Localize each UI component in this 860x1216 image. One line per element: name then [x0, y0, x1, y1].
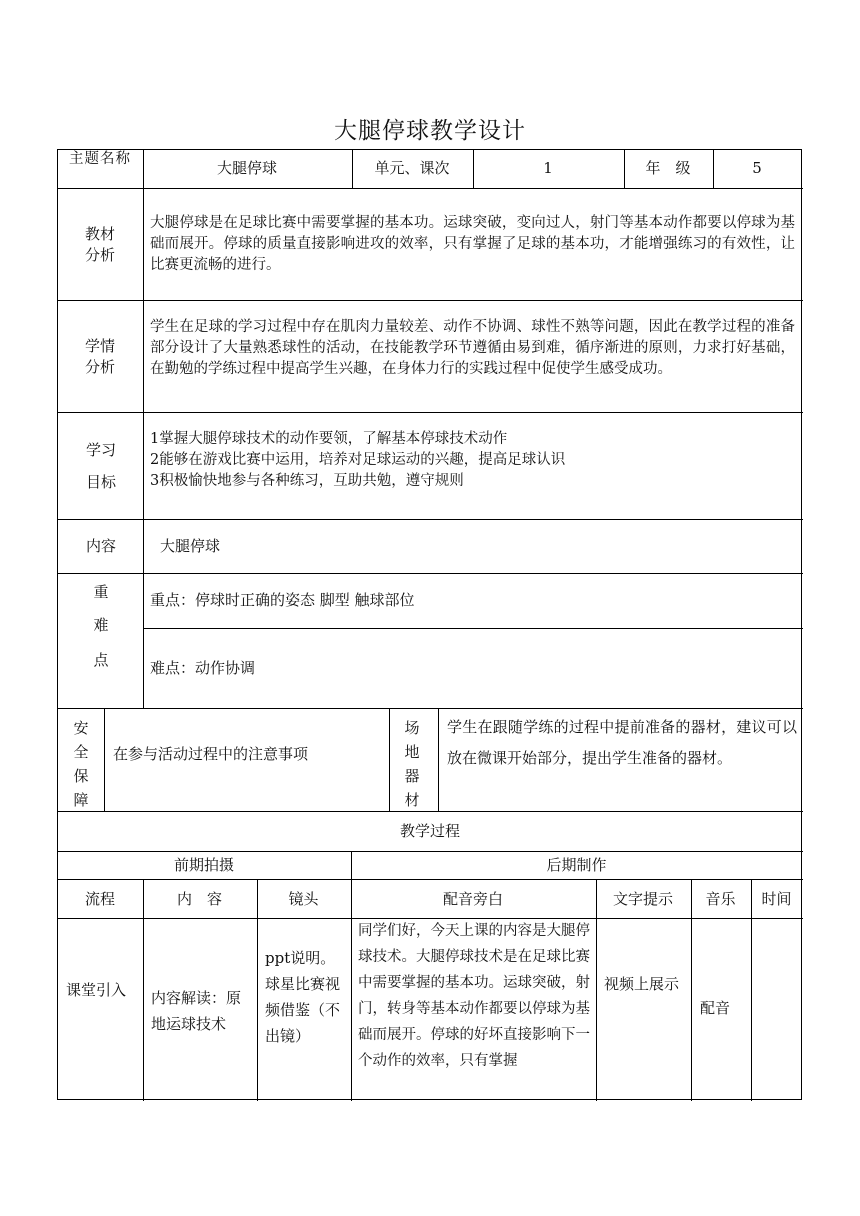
- content-value: 大腿停球: [160, 537, 221, 555]
- safety-value: 在参与活动过程中的注意事项: [113, 745, 309, 763]
- key-point-text: 重点：停球时正确的姿态 脚型 触球部位: [150, 591, 415, 609]
- content-label: 内容: [85, 537, 116, 555]
- col-divider: [438, 708, 439, 811]
- row-divider: [143, 628, 803, 629]
- venue-label-char: 材: [404, 791, 420, 809]
- column-header-content: 内 容: [176, 890, 222, 908]
- objective-item: 2能够在游戏比赛中运用，培养对足球运动的兴趣，提高足球认识: [150, 452, 566, 468]
- difficulty-text: 难点：动作协调: [150, 659, 256, 677]
- topic-value: 大腿停球: [216, 159, 277, 177]
- page-title: 大腿停球教学设计: [334, 118, 526, 144]
- objective-item: 3积极愉快地参与各种练习，互助共勉，遵守规则: [150, 473, 464, 489]
- objective-item: 1掌握大腿停球技术的动作要领，了解基本停球技术动作: [150, 431, 508, 447]
- key-points-label-char: 难: [93, 616, 109, 634]
- row-divider: [58, 300, 803, 301]
- column-header-shot: 镜头: [288, 890, 319, 908]
- safety-label-char: 障: [73, 791, 89, 809]
- col-divider: [596, 879, 597, 1101]
- column-header-flow: 流程: [84, 890, 115, 908]
- process-title: 教学过程: [399, 822, 460, 840]
- unit-label: 单元、课次: [374, 159, 450, 177]
- row-music: 配音: [700, 999, 731, 1017]
- pre-production-header: 前期拍摄: [173, 856, 234, 874]
- safety-label-char: 保: [73, 767, 89, 785]
- row-divider: [58, 519, 803, 520]
- student-analysis-text: 学生在足球的学习过程中存在肌肉力量较差、动作不协调、球性不熟等问题，因此在教学过程的准备部分设计了大量熟悉球性的活动，在技能教学环节遵循由易到难，循序渐进的原则，力求打好基础，在勤勉的学练过程中提高学生兴趣，在身体力行的实践过程中促使学生感受成功。: [150, 319, 795, 377]
- column-header-caption: 文字提示: [612, 890, 673, 908]
- key-points-label-char: 点: [93, 651, 109, 669]
- col-divider: [104, 708, 105, 811]
- grade-label: 年 级: [645, 159, 691, 177]
- safety-label-char: 全: [73, 743, 89, 761]
- material-analysis-text: 大腿停球是在足球比赛中需要掌握的基本功。运球突破，变向过人，射门等基本动作都要以停球为基础而展开。停球的质量直接影响进攻的效率，只有掌握了足球的基本功，才能增强练习的有效性，让比赛更流畅的进行。: [150, 215, 795, 273]
- venue-label-char: 场: [404, 719, 420, 737]
- key-points-label-char: 重: [93, 583, 109, 601]
- row-divider: [58, 188, 803, 189]
- row-caption: 视频上展示: [604, 975, 680, 993]
- row-divider: [58, 708, 803, 709]
- row-narration: 同学们好，今天上课的内容是大腿停球技术。大腿停球技术是在足球比赛中需要掌握的基本功。运球突破，射门，转身等基本动作都要以停球为基础而展开。停球的好坏直接影响下一个动作的效率，只有掌握: [358, 923, 590, 1069]
- row-shot: ppt说明。球星比赛视频借鉴（不出镜）: [265, 949, 341, 1045]
- unit-value: 1: [543, 159, 553, 177]
- column-header-music: 音乐: [705, 890, 736, 908]
- row-divider: [58, 573, 803, 574]
- col-divider: [751, 879, 752, 1101]
- row-content: 内容解读：原地运球技术: [151, 989, 242, 1033]
- col-divider: [143, 879, 144, 1101]
- objectives-label-bottom: 目标: [85, 473, 116, 491]
- row-divider: [58, 412, 803, 413]
- student-analysis-label: 学情分析: [84, 337, 115, 376]
- column-header-narration: 配音旁白: [442, 890, 503, 908]
- col-divider: [691, 879, 692, 1101]
- grade-value: 5: [752, 159, 762, 177]
- topic-label: 主题名称: [69, 151, 131, 167]
- venue-label-char: 地: [404, 743, 420, 761]
- venue-label-char: 器: [404, 767, 420, 785]
- row-divider: [58, 851, 803, 852]
- objectives-label-top: 学习: [85, 441, 116, 459]
- venue-value: 学生在跟随学练的过程中提前准备的器材，建议可以放在微课开始部分，提出学生准备的器材。: [447, 718, 797, 767]
- post-production-header: 后期制作: [546, 856, 607, 874]
- col-divider: [143, 188, 144, 708]
- row-flow: 课堂引入: [66, 981, 127, 999]
- column-header-time: 时间: [761, 890, 792, 908]
- safety-label-char: 安: [73, 719, 89, 737]
- material-analysis-label: 教材分析: [84, 225, 115, 264]
- col-divider: [257, 879, 258, 1101]
